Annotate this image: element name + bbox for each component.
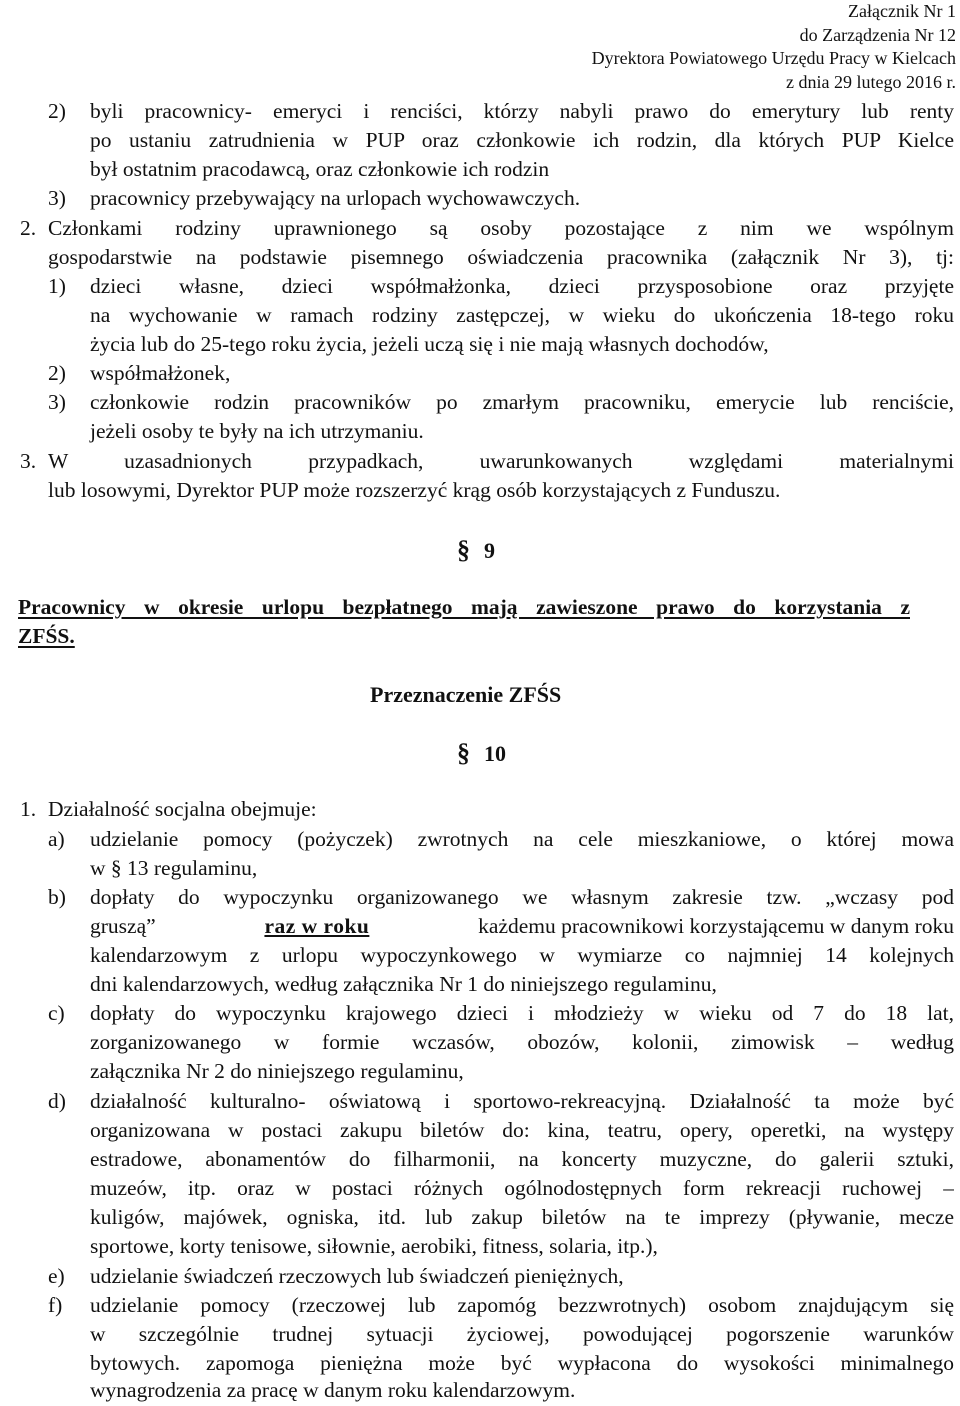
text-line: estradowe, abonamentów do filharmonii, na koncerty muzyczne, do galerii sztuki, [90,1147,954,1171]
text-line [90,912,954,941]
list-item-label: f) [48,1293,63,1317]
section-heading: Przeznaczenie ZFŚS [370,682,562,707]
text-line: Pracownicy w okresie urlopu bezpłatnego mają zawieszone prawo do korzystania z [18,595,910,619]
text-line: współmałżonek, [90,361,231,385]
text-line: sportowe, korty tenisowe, siłownie, aerobiki, fitness, solaria, itp.), [90,1234,658,1258]
text-line: w § 13 regulaminu, [90,856,258,880]
text-line: pracownicy przebywający na urlopach wychowawczych. [90,186,581,210]
text-line: bytowych. zapomoga pieniężna może być wypłacona do wysokości minimalnego [90,1351,954,1375]
list-item-number: 3) [48,186,66,210]
list-item-number: 2) [48,361,66,385]
list-item-number: 3) [48,390,66,414]
header-line-2: do Zarządzenia Nr 12 [799,24,956,45]
text-line: dopłaty do wypoczynku krajowego dzieci i młodzieży w wieku od 7 do 18 lat, [90,1001,954,1025]
text-line: dopłaty do wypoczynku organizowanego we własnym zakresie tzw. „wczasy pod [90,885,954,909]
text-line: Działalność socjalna obejmuje: [48,797,317,821]
text-line: lub losowymi, Dyrektor PUP może rozszerzyć krąg osób korzystających z Funduszu. [48,478,781,502]
paragraph-heading [457,535,495,565]
text-line: Członkami rodziny uprawnionego są osoby pozostające z nim we wspólnym [48,216,954,240]
text-line: dzieci własne, dzieci współmałżonka, dzieci przysposobione oraz przyjęte [90,274,954,298]
text-line: kuligów, majówek, ogniska, itd. lub zakup biletów na te imprezy (pływanie, mecze [90,1205,954,1229]
header-line-3: Dyrektora Powiatowego Urzędu Pracy w Kielcach [591,48,956,68]
text-line: udzielanie pomocy (rzeczowej lub zapomóg bezzwrotnych) osobom znajdującym się [90,1293,954,1317]
text-line: na wychowanie w ramach rodziny zastępczej, w wieku do ukończenia 18-tego roku [90,303,954,327]
section-number: 3. [20,449,37,473]
text-line: był ostatnim pracodawcą, oraz członkowie ich rodzin [90,157,550,181]
text-fragment: każdemu pracownikowi korzystającemu w danym roku [478,914,954,938]
text-line: jeżeli osoby te były na ich utrzymaniu. [90,419,424,443]
document-header [436,0,956,94]
text-line: W uzasadnionych przypadkach, uwarunkowanych względami materialnymi [48,449,954,473]
section-number: 2. [20,216,37,240]
text-line: w szczególnie trudnej sytuacji życiowej, powodującej pogorszenie warunków [90,1322,954,1346]
header-line-1: Załącznik Nr 1 [848,1,956,21]
list-item-label: c) [48,1001,65,1025]
text-line: udzielanie świadczeń rzeczowych lub świadczeń pieniężnych, [90,1264,624,1288]
text-line: wynagrodzenia za pracę w danym roku kalendarzowym. [90,1378,576,1402]
paragraph-heading [457,738,506,768]
text-line: muzeów, itp. oraz w postaci różnych ogólnodostępnych form rekreacji ruchowej – [90,1176,954,1200]
text-line: ZFŚS. [18,624,75,648]
list-item-label: d) [48,1089,66,1113]
text-line: załącznika Nr 2 do niniejszego regulaminu, [90,1059,464,1083]
text-line: gospodarstwie na podstawie pisemnego oświadczenia pracownika (załącznik Nr 3), tj: [48,245,954,269]
text-line: członkowie rodzin pracowników po zmarłym pracowniku, emerycie lub renciście, [90,390,954,414]
text-line: byli pracownicy- emeryci i renciści, którzy nabyli prawo do emerytury lub renty [90,99,954,123]
text-fragment: gruszą” [90,914,156,938]
paragraph-number: 10 [484,741,506,766]
text-line: po ustaniu zatrudnienia w PUP oraz członkowie ich rodzin, dla których PUP Kielce [90,128,954,152]
header-line-4: z dnia 29 lutego 2016 r. [786,71,956,92]
emphasis-text: raz w roku [264,914,370,938]
paragraph-sign: § [457,738,470,767]
text-line: życia lub do 25-tego roku życia, jeżeli uczą się i nie mają własnych dochodów, [90,332,769,356]
text-line: organizowana w postaci zakupu biletów do: kina, teatru, opery, operetki, na występy [90,1118,954,1142]
text-line: zorganizowanego w formie wczasów, obozów, kolonii, zimowisk – według [90,1030,954,1054]
list-item-label: b) [48,885,66,909]
list-item-number: 1) [48,274,66,298]
section-number: 1. [20,797,37,821]
text-line: działalność kulturalno- oświatową i sportowo-rekreacyjną. Działalność ta może być [90,1089,954,1113]
text-line: kalendarzowym z urlopu wypoczynkowego w wymiarze co najmniej 14 kolejnych [90,943,954,967]
paragraph-number: 9 [484,538,495,563]
text-line: dni kalendarzowych, według załącznika Nr 1 do niniejszego regulaminu, [90,972,717,996]
text-line: udzielanie pomocy (pożyczek) zwrotnych na cele mieszkaniowe, o której mowa [90,827,954,851]
paragraph-sign: § [457,535,470,564]
list-item-number: 2) [48,99,66,123]
list-item-label: a) [48,827,65,851]
list-item-label: e) [48,1264,65,1288]
